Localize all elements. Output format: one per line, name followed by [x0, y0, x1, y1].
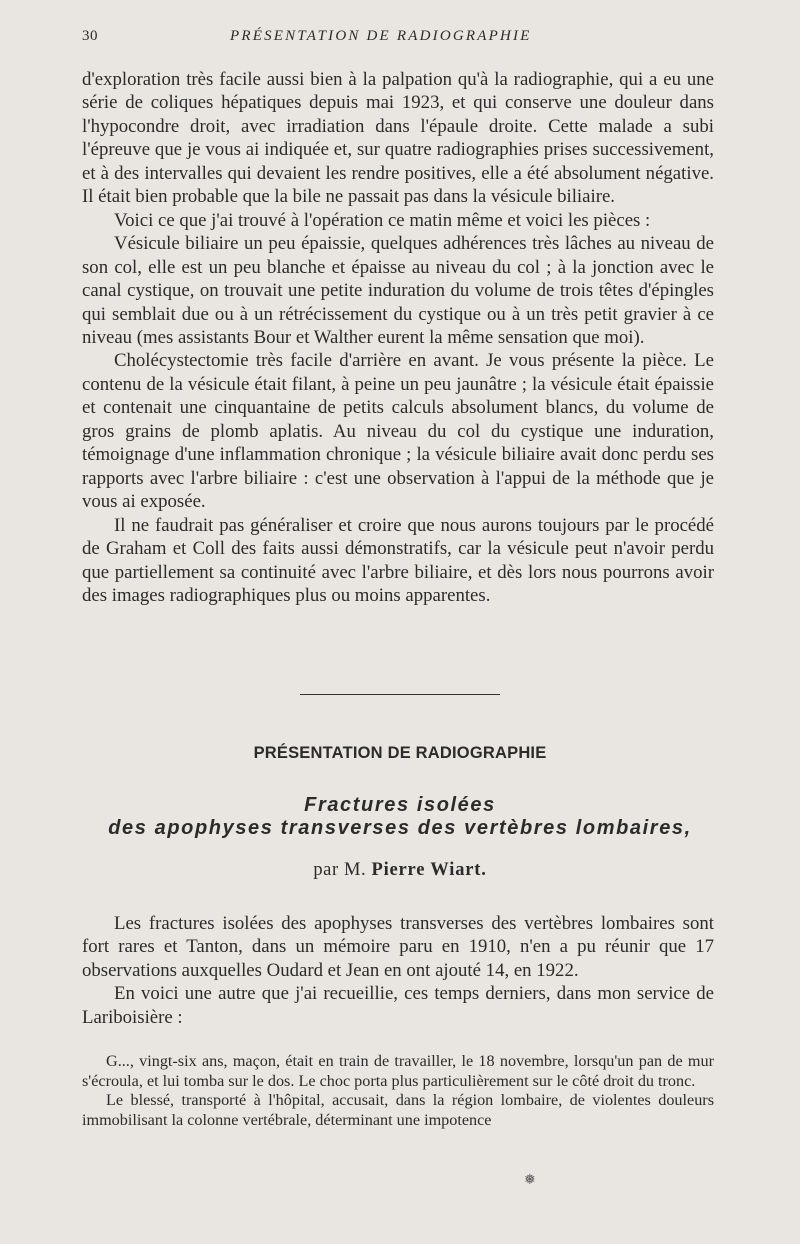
byline [0, 860, 800, 881]
body-text-top [82, 68, 714, 607]
paragraph: Les fractures isolées des apophyses transverses des vertèbres lombaires sont fort rares et Tanton, dans un mémoire paru en 1910, n'en a pu réunir que 17 observations auxquelles Oudard et Jean en ont ajouté 14, en 1922. [82, 913, 714, 981]
paragraph: Il ne faudrait pas généraliser et croire que nous aurons toujours par le procédé de Graham et Coll des faits aussi démonstratifs, car la vésicule peut n'avoir perdu que partiellement sa continuité avec l'arbre biliaire, et dès lors nous pourrons avoir des images radiographiques plus ou moins apparentes. [82, 514, 714, 606]
byline-prefix: par M. [313, 860, 367, 880]
paragraph: Vésicule biliaire un peu épaissie, quelques adhérences très lâches au niveau de son col, elle est un peu blanche et épaisse au niveau du col ; à la jonction avec le canal cystique, on trouvait une petite induration du volume de trois têtes d'épingles qui semblait due ou à un rétrécissement du cystique ou à un très petit gravier à ce niveau (mes assistants Bour et Walther eurent la même sensation que moi). [82, 233, 714, 348]
ink-blot-icon: ❅ [524, 1173, 536, 1188]
running-head: PRÉSENTATION DE RADIOGRAPHIE [230, 28, 532, 44]
paragraph: G..., vingt-six ans, maçon, était en train de travailler, le 18 novembre, lorsqu'un pan de mur s'écroula, et lui tomba sur le dos. Le choc porta plus particulièrement sur le côté droit du tronc. [82, 1052, 714, 1090]
byline-author: Pierre Wiart. [371, 860, 487, 880]
page-header [82, 28, 714, 50]
paragraph: Cholécystectomie très facile d'arrière en avant. Je vous présente la pièce. Le contenu de la vésicule était filant, à peine un peu jaunâtre ; la vésicule était épaissie et contenait une cinquantaine de petits calculs absolument blancs, du volume de gros grains de plomb aplatis. Au niveau du col du cystique une induration, témoignage d'une inflammation chronique ; la vésicule biliaire avait donc perdu ses rapports avec l'arbre biliaire : c'est une observation à l'appui de la méthode que je vous ai exposée. [82, 350, 714, 513]
paragraph: En voici une autre que j'ai recueillie, ces temps derniers, dans mon service de Lariboisière : [82, 983, 714, 1028]
section-divider [300, 694, 500, 695]
paragraph: Le blessé, transporté à l'hôpital, accusait, dans la région lombaire, de violentes douleurs immobilisant la colonne vertébrale, déterminant une impotence [82, 1091, 714, 1129]
body-text-article [82, 912, 714, 1029]
section-title: PRÉSENTATION DE RADIOGRAPHIE [253, 744, 547, 762]
article-title-line1: Fractures isolées [304, 794, 496, 816]
page-number: 30 [82, 28, 98, 44]
paragraph: d'exploration très facile aussi bien à la palpation qu'à la radiographie, qui a eu une série de coliques hépatiques depuis mai 1923, et qui conserve une douleur dans l'hypocondre droit, avec irradiation dans l'épaule droite. Cette malade a subi l'épreuve que je vous ai indiquée et, sur quatre radiographies prises successivement, et à des intervalles qui devaient les rendre positives, elle a été absolument négative. Il était bien probable que la bile ne passait pas dans la vésicule biliaire. [82, 69, 714, 208]
article-title-line2: des apophyses transverses des vertèbres lombaires, [108, 817, 692, 839]
paragraph: Voici ce que j'ai trouvé à l'opération ce matin même et voici les pièces : [114, 209, 651, 231]
case-report-text [82, 1052, 714, 1130]
